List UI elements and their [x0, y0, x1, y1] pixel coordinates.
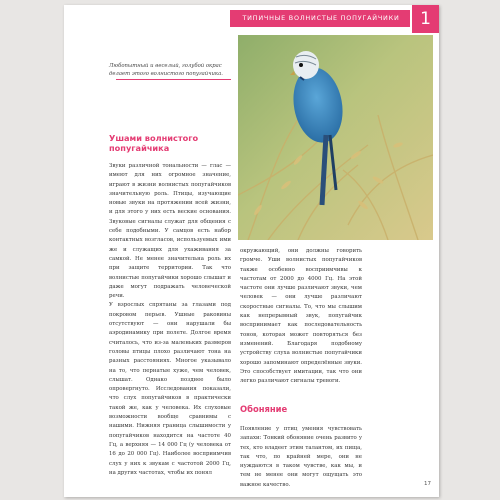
- section-heading-hearing: Ушами волнистого попугайчика: [109, 133, 199, 153]
- caption-rule: [116, 79, 231, 80]
- section-heading-smell: Обоняние: [240, 404, 288, 414]
- left-text-column: [109, 162, 231, 478]
- book-page: [64, 5, 439, 497]
- paragraph: У взрослых спрятаны за глазами под покровом перьев. Ушные раковины отсутствуют — они нарушали бы аэродинамику при полете. Долгое время считалось, что из-за маленьких размеров головы птицы плохо различают тона на разных расстояниях. Многое указывало на то, что пернатые хуже, чем человек, слышат. Однако позднее было опровергнуто. Исследования показали, что слух попугайчиков в практически такой же, как у человека. Их слуховые возможности вообще сравнимы с нашими. Нижняя граница слышимости у попугайчиков находится на частоте 40 Гц, а верхняя — 14 000 Гц (у человека от 16 до 20 000 Гц). Наиболее восприимчив слух у них к звукам с частотой 2000 Гц, на других частотах, чтобы их понял: [109, 302, 231, 476]
- paragraph: Звуки различной тональности — глас — имеют для них огромное значение, играют в жизни волнистых попугайчиков значительную роль. Птицы, изучающие новые звуки на протяжении всей жизни, и для этого у них есть веские основания. Звуковые сигналы служат для общения с себе подобными. У самцов есть набор контактных возгласов, используемых ими же и служащих для ухаживания за самкой. Не менее значительна роль их при защите территории. Так что волнистые попугайчики хорошо слышат и даже могут подражать человеческой речи.: [109, 163, 231, 300]
- budgerigar-photo: [238, 35, 433, 240]
- running-header: [64, 5, 439, 33]
- chapter-number-badge: 1: [412, 5, 439, 33]
- right-text-column: [240, 247, 362, 386]
- paragraph: окружающий, они должны говорить громче. Уши волнистых попугайчиков также особенно восприимчивы к частотам от 2000 до 4000 Гц. На этой частоте они лучше различают звуки, чем человек — они лучше различают скоростные сигналы. То, что мы слышим как непрерывный звук, попугайчик воспринимает как последовательность тонов, которая может повторяться без изменений. Благодаря подобному устройству слуха волнистые попугайчики хорошо запоминают определённые звуки. Это способствует имитации, так что они легко различают сигналы тревоги.: [240, 248, 362, 385]
- paragraph: Появление у птиц умения чувствовать запахи: Тонкий обоняние очень развито у тех, кто владеет этим талантом, их пища, так что, по крайней мере, они не нуждаются в таком чувстве, как мы, и тем не менее они могут ощущать это важное качество.: [240, 426, 362, 488]
- running-header-title: ТИПИЧНЫЕ ВОЛНИСТЫЕ ПОПУГАЙЧИКИ: [242, 14, 400, 22]
- right-text-column-2: [240, 425, 362, 490]
- page-number: 17: [424, 481, 431, 487]
- photo-caption: Любопытный и веселый, голубой окрас делает этого волнистого попугайчика.: [109, 63, 223, 77]
